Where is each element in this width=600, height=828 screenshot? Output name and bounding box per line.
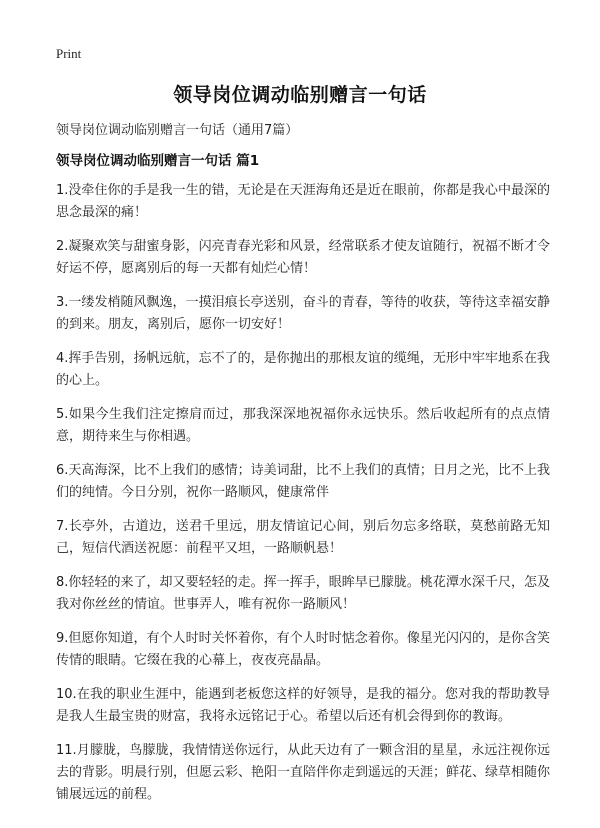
- paragraph: 3.一缕发梢随风飘逸，一摸泪痕长亭送别，奋斗的青春，等待的收获，等待这幸福安静的到来。朋友，离别后，愿你一切安好！: [56, 295, 550, 332]
- paragraph: 2.凝聚欢笑与甜蜜身影，闪亮青春光彩和风景，经常联系才使友谊随行，祝福不断才令好运不停，愿离别后的每一天都有灿烂心情！: [56, 239, 550, 276]
- print-link[interactable]: Print: [56, 46, 82, 61]
- paragraph: 7.长亭外，古道边，送君千里远，朋友情谊记心间，别后勿忘多络联，莫愁前路无知己，短信代酒送祝愿：前程平又坦，一路顺帆悬！: [56, 519, 550, 556]
- paragraph: 8.你轻轻的来了，却又要轻轻的走。挥一挥手，眼眸早已朦胧。桃花潭水深千尺，怎及我对你丝丝的情谊。世事弄人，唯有祝你一路顺风！: [56, 575, 550, 612]
- paragraph: 6.天高海深，比不上我们的感情；诗美词甜，比不上我们的真情；日月之光，比不上我们的纯情。今日分别，祝你一路顺风，健康常伴: [56, 463, 550, 500]
- paragraph: 11.月朦胧，鸟朦胧，我情情送你远行，从此天边有了一颗含泪的星星，永远注视你远去的背影。明晨行别，但愿云彩、艳阳一直陪伴你走到遥远的天涯；鲜花、绿草相随你铺展远远的前程。: [56, 743, 551, 802]
- paragraph: 4.挥手告别，扬帆远航，忘不了的，是你抛出的那根友谊的缆绳，无形中牢牢地系在我的心上。: [56, 351, 550, 388]
- document-subtitle: 领导岗位调动临别赠言一句话（通用7篇）: [56, 123, 299, 138]
- paragraph: 10.在我的职业生涯中，能遇到老板您这样的好领导，是我的福分。您对我的帮助教导是我人生最宝贵的财富，我将永远铭记于心。希望以后还有机会得到你的教诲。: [56, 687, 550, 724]
- paragraph: 9.但愿你知道，有个人时时关怀着你，有个人时时惦念着你。像星光闪闪的，是你含笑传情的眼睛。它缀在我的心幕上，夜夜亮晶晶。: [56, 631, 550, 668]
- paragraph: 1.没牵住你的手是我一生的错，无论是在天涯海角还是近在眼前，你都是我心中最深的思念最深的痛！: [56, 183, 550, 220]
- section-heading: 领导岗位调动临别赠言一句话 篇1: [56, 153, 260, 169]
- paragraph-list: [56, 180, 550, 818]
- paragraph: 5.如果今生我们注定擦肩而过，那我深深地祝福你永远快乐。然后收起所有的点点情意，期待来生与你相遇。: [56, 407, 550, 444]
- page-title: 领导岗位调动临别赠言一句话: [173, 84, 427, 106]
